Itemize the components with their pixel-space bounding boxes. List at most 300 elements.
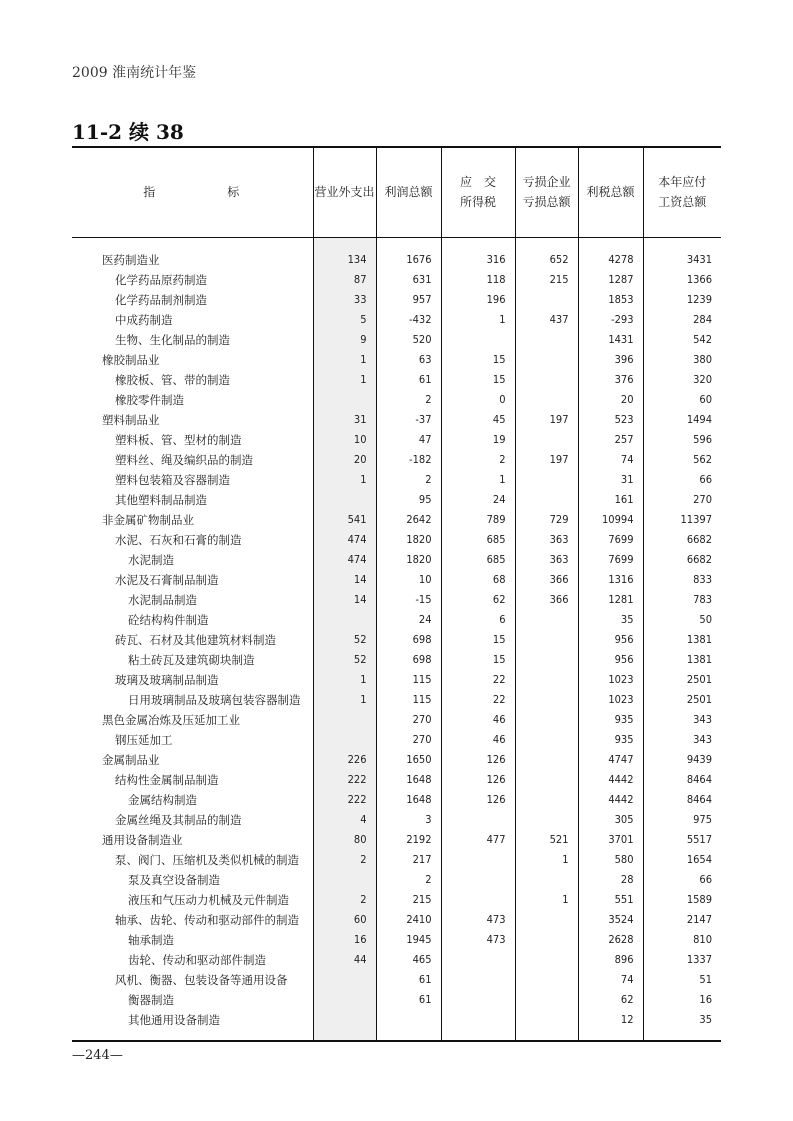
table-cell: 1853 [578, 290, 643, 310]
table-cell: 363 [515, 530, 578, 550]
row-label: 化学药品制剂制造 [115, 292, 207, 307]
col-header-profit-tax-total: 利税总额 [578, 147, 643, 237]
table-cell [376, 1010, 441, 1030]
table-cell: 66 [643, 870, 721, 890]
table-cell: 8464 [643, 790, 721, 810]
table-row [72, 650, 721, 670]
table-cell: 2642 [376, 510, 441, 530]
row-label: 轴承制造 [128, 932, 174, 947]
table-cell: 474 [313, 550, 376, 570]
table-row [72, 550, 721, 570]
table-cell: 833 [643, 570, 721, 590]
table-cell [515, 790, 578, 810]
table-cell: 20 [578, 390, 643, 410]
table-cell: 74 [578, 450, 643, 470]
table-row [72, 770, 721, 790]
table-cell [515, 430, 578, 450]
table-cell: 789 [441, 510, 515, 530]
table-cell: 7699 [578, 550, 643, 570]
table-cell: 975 [643, 810, 721, 830]
table-cell: 810 [643, 930, 721, 950]
table-cell: 11397 [643, 510, 721, 530]
table-cell: 1820 [376, 550, 441, 570]
table-cell [313, 390, 376, 410]
table-cell [515, 950, 578, 970]
table-cell: 3524 [578, 910, 643, 930]
table-cell: 1 [515, 850, 578, 870]
table-cell: -37 [376, 410, 441, 430]
row-label: 中成药制造 [115, 312, 173, 327]
table-cell: 19 [441, 430, 515, 450]
table-cell [515, 670, 578, 690]
table-row [72, 470, 721, 490]
table-cell [515, 730, 578, 750]
table-cell: 9439 [643, 750, 721, 770]
table-cell: 652 [515, 250, 578, 270]
table-cell: 1023 [578, 670, 643, 690]
table-cell: 2 [313, 850, 376, 870]
table-cell [515, 610, 578, 630]
table-cell: 31 [578, 470, 643, 490]
row-label: 泵、阀门、压缩机及类似机械的制造 [115, 852, 299, 867]
table-cell: 15 [441, 650, 515, 670]
table-cell: 1337 [643, 950, 721, 970]
table-cell: 1820 [376, 530, 441, 550]
table-cell: 2 [376, 390, 441, 410]
table-cell [313, 870, 376, 890]
statistics-table [72, 146, 721, 1042]
table-cell: 473 [441, 930, 515, 950]
table-cell: 51 [643, 970, 721, 990]
table-cell [515, 810, 578, 830]
table-cell: 305 [578, 810, 643, 830]
table-cell: 35 [578, 610, 643, 630]
row-label: 钢压延加工 [115, 732, 173, 747]
table-cell: 68 [441, 570, 515, 590]
table-row [72, 990, 721, 1010]
table-cell: -432 [376, 310, 441, 330]
table-cell: 87 [313, 270, 376, 290]
table-cell: 2501 [643, 690, 721, 710]
row-label: 其他塑料制品制造 [115, 492, 207, 507]
table-cell: 1287 [578, 270, 643, 290]
table-row [72, 890, 721, 910]
table-cell: 16 [643, 990, 721, 1010]
table-row [72, 930, 721, 950]
table-row [72, 390, 721, 410]
table-row [72, 590, 721, 610]
table-title: 11-2 续 38 [72, 120, 184, 144]
table-cell: 7699 [578, 530, 643, 550]
table-cell: 15 [441, 630, 515, 650]
table-cell: 698 [376, 630, 441, 650]
table-cell [515, 870, 578, 890]
table-cell: 1654 [643, 850, 721, 870]
table-cell [313, 730, 376, 750]
table-cell [515, 710, 578, 730]
table-cell: 45 [441, 410, 515, 430]
table-cell: 222 [313, 790, 376, 810]
table-cell: 6682 [643, 530, 721, 550]
row-label: 砼结构构件制造 [128, 612, 209, 627]
table-cell: 270 [376, 710, 441, 730]
table-cell: 215 [515, 270, 578, 290]
table-cell: 631 [376, 270, 441, 290]
table-cell: 1494 [643, 410, 721, 430]
row-label: 橡胶制品业 [102, 352, 160, 367]
table-cell [441, 810, 515, 830]
table-cell: 44 [313, 950, 376, 970]
table-cell: 4442 [578, 790, 643, 810]
table-cell: 197 [515, 410, 578, 430]
row-label: 水泥及石膏制品制造 [115, 572, 219, 587]
table-row [72, 250, 721, 270]
table-cell [515, 630, 578, 650]
table-cell: 1023 [578, 690, 643, 710]
table-cell: 1650 [376, 750, 441, 770]
table-cell: 473 [441, 910, 515, 930]
table-cell: 698 [376, 650, 441, 670]
table-cell [515, 990, 578, 1010]
row-label: 齿轮、传动和驱动部件制造 [128, 952, 266, 967]
table-cell: 2 [376, 470, 441, 490]
table-cell: 61 [376, 990, 441, 1010]
table-cell: 541 [313, 510, 376, 530]
table-cell: 10994 [578, 510, 643, 530]
table-cell [313, 990, 376, 1010]
table-cell: 62 [441, 590, 515, 610]
table-cell [441, 950, 515, 970]
table-row [72, 330, 721, 350]
table-cell: 16 [313, 930, 376, 950]
row-label: 液压和气压动力机械及元件制造 [128, 892, 289, 907]
table-row [72, 790, 721, 810]
table-cell: 3701 [578, 830, 643, 850]
row-label: 衡器制造 [128, 992, 174, 1007]
table-cell: 380 [643, 350, 721, 370]
table-cell: -293 [578, 310, 643, 330]
table-cell: 217 [376, 850, 441, 870]
table-cell: 4442 [578, 770, 643, 790]
table-cell: 363 [515, 550, 578, 570]
table-cell: 520 [376, 330, 441, 350]
table-cell [515, 930, 578, 950]
table-cell: 542 [643, 330, 721, 350]
table-cell [515, 750, 578, 770]
table-cell: 729 [515, 510, 578, 530]
table-cell: 956 [578, 650, 643, 670]
table-cell: 1648 [376, 790, 441, 810]
row-label: 水泥、石灰和石膏的制造 [115, 532, 242, 547]
table-cell: 521 [515, 830, 578, 850]
table-cell: 60 [643, 390, 721, 410]
table-cell: 74 [578, 970, 643, 990]
col-header-total-profit: 利润总额 [376, 147, 441, 237]
table-cell: 1381 [643, 630, 721, 650]
table-row [72, 530, 721, 550]
table-row [72, 690, 721, 710]
row-label: 风机、衡器、包装设备等通用设备 [115, 972, 288, 987]
table-row [72, 870, 721, 890]
table-cell: 896 [578, 950, 643, 970]
col-header-loss-total: 亏损企业 亏损总额 [515, 147, 578, 237]
table-cell [515, 290, 578, 310]
table-cell: 957 [376, 290, 441, 310]
table-row [72, 970, 721, 990]
table-cell: 10 [376, 570, 441, 590]
table-row [72, 910, 721, 930]
table-cell: 366 [515, 590, 578, 610]
table-cell: 24 [441, 490, 515, 510]
table-cell: 126 [441, 770, 515, 790]
table-cell: 257 [578, 430, 643, 450]
table-cell: 437 [515, 310, 578, 330]
table-cell: 465 [376, 950, 441, 970]
table-row [72, 750, 721, 770]
row-label: 其他通用设备制造 [128, 1012, 220, 1027]
table-cell: 551 [578, 890, 643, 910]
row-label: 化学药品原药制造 [115, 272, 207, 287]
table-cell: 343 [643, 730, 721, 750]
table-cell: 20 [313, 450, 376, 470]
row-label: 通用设备制造业 [102, 832, 183, 847]
table-cell: 396 [578, 350, 643, 370]
table-cell: 1239 [643, 290, 721, 310]
table-cell [515, 1010, 578, 1030]
table-cell: 4278 [578, 250, 643, 270]
col-header-income-tax: 应 交 所得税 [441, 147, 515, 237]
table-row [72, 370, 721, 390]
table-cell [441, 870, 515, 890]
row-label: 金属制品业 [102, 752, 160, 767]
table-cell: 2 [313, 890, 376, 910]
table-cell [515, 390, 578, 410]
table-row [72, 830, 721, 850]
table-row [72, 410, 721, 430]
table-cell [515, 330, 578, 350]
table-row [72, 810, 721, 830]
table-cell [313, 490, 376, 510]
table-cell: 1 [313, 690, 376, 710]
row-label: 水泥制造 [128, 552, 174, 567]
table-cell [441, 890, 515, 910]
row-label: 泵及真空设备制造 [128, 872, 220, 887]
table-cell: 3431 [643, 250, 721, 270]
row-label: 医药制造业 [102, 252, 160, 267]
table-cell: 115 [376, 690, 441, 710]
table-body [72, 237, 721, 1041]
table-cell: 1 [313, 370, 376, 390]
table-cell: 196 [441, 290, 515, 310]
col-header-indicator: 指 标 [72, 147, 313, 237]
table-cell: 95 [376, 490, 441, 510]
table-cell: -182 [376, 450, 441, 470]
table-cell: 80 [313, 830, 376, 850]
table-cell: 1381 [643, 650, 721, 670]
table-cell: 320 [643, 370, 721, 390]
table-row [72, 630, 721, 650]
table-cell: 4 [313, 810, 376, 830]
table-cell: 62 [578, 990, 643, 1010]
col-header-wages-payable: 本年应付 工资总额 [643, 147, 721, 237]
table-cell: 24 [376, 610, 441, 630]
row-label: 金属结构制造 [128, 792, 197, 807]
table-cell [441, 850, 515, 870]
table-row [72, 290, 721, 310]
table-cell: 4747 [578, 750, 643, 770]
table-cell: 343 [643, 710, 721, 730]
table-cell [515, 910, 578, 930]
table-cell: 2 [376, 870, 441, 890]
table-cell: 66 [643, 470, 721, 490]
table-cell: 580 [578, 850, 643, 870]
table-row [72, 610, 721, 630]
table-cell: 6682 [643, 550, 721, 570]
table-cell: 1366 [643, 270, 721, 290]
row-label: 橡胶板、管、带的制造 [115, 372, 230, 387]
table-cell: 1431 [578, 330, 643, 350]
table-cell: 222 [313, 770, 376, 790]
table-cell [441, 990, 515, 1010]
table-cell: 197 [515, 450, 578, 470]
table-row [72, 850, 721, 870]
table-cell [515, 690, 578, 710]
table-cell: 1 [313, 350, 376, 370]
table-cell: 5 [313, 310, 376, 330]
table-cell: 134 [313, 250, 376, 270]
row-label: 日用玻璃制品及玻璃包装容器制造 [128, 692, 301, 707]
table-cell: 3 [376, 810, 441, 830]
table-cell: 46 [441, 710, 515, 730]
table-cell: 15 [441, 350, 515, 370]
table-cell: 1676 [376, 250, 441, 270]
table-cell: 935 [578, 710, 643, 730]
running-head: 2009 淮南统计年鉴 [72, 65, 197, 81]
table-cell [515, 650, 578, 670]
table-cell: 1281 [578, 590, 643, 610]
table-cell: 1 [441, 470, 515, 490]
table-cell: 1 [313, 470, 376, 490]
table-cell: 61 [376, 370, 441, 390]
table-cell: 35 [643, 1010, 721, 1030]
table-cell: 366 [515, 570, 578, 590]
table-row [72, 710, 721, 730]
table-cell [441, 1010, 515, 1030]
row-label: 结构性金属制品制造 [115, 772, 219, 787]
table-cell: 1945 [376, 930, 441, 950]
table-cell: -15 [376, 590, 441, 610]
table-row [72, 310, 721, 330]
row-label: 塑料板、管、型材的制造 [115, 432, 242, 447]
table-cell: 52 [313, 630, 376, 650]
table-cell [515, 490, 578, 510]
row-label: 水泥制品制造 [128, 592, 197, 607]
table-row [72, 1010, 721, 1030]
table-cell [313, 1010, 376, 1030]
table-cell: 935 [578, 730, 643, 750]
table-row [72, 570, 721, 590]
table-cell: 22 [441, 670, 515, 690]
row-label: 轴承、齿轮、传动和驱动部件的制造 [115, 912, 299, 927]
table-cell: 1648 [376, 770, 441, 790]
table-cell: 1589 [643, 890, 721, 910]
table-cell [313, 610, 376, 630]
table-row [72, 490, 721, 510]
table-cell: 270 [643, 490, 721, 510]
table-cell [313, 710, 376, 730]
row-label: 玻璃及玻璃制品制造 [115, 672, 219, 687]
table-row [72, 350, 721, 370]
table-cell: 596 [643, 430, 721, 450]
table-cell [441, 330, 515, 350]
table-cell: 15 [441, 370, 515, 390]
table-cell: 685 [441, 530, 515, 550]
table-row [72, 950, 721, 970]
table-row [72, 450, 721, 470]
table-cell: 126 [441, 750, 515, 770]
row-label: 塑料丝、绳及编织品的制造 [115, 452, 253, 467]
table-cell: 63 [376, 350, 441, 370]
table-cell: 8464 [643, 770, 721, 790]
table-cell: 2410 [376, 910, 441, 930]
table-cell: 783 [643, 590, 721, 610]
table-cell: 1 [313, 670, 376, 690]
table-cell: 1316 [578, 570, 643, 590]
table-cell: 60 [313, 910, 376, 930]
table-cell: 956 [578, 630, 643, 650]
row-label: 塑料制品业 [102, 412, 160, 427]
table-cell: 562 [643, 450, 721, 470]
table-cell: 2501 [643, 670, 721, 690]
table-cell [515, 770, 578, 790]
row-label: 橡胶零件制造 [115, 392, 184, 407]
table-cell: 215 [376, 890, 441, 910]
row-label: 砖瓦、石材及其他建筑材料制造 [115, 632, 276, 647]
table-cell: 2628 [578, 930, 643, 950]
row-label: 金属丝绳及其制品的制造 [115, 812, 242, 827]
table-cell: 316 [441, 250, 515, 270]
table-cell: 161 [578, 490, 643, 510]
table-cell: 2192 [376, 830, 441, 850]
table-cell: 31 [313, 410, 376, 430]
table-cell: 61 [376, 970, 441, 990]
table-cell: 1 [441, 310, 515, 330]
table-cell: 1 [515, 890, 578, 910]
table-cell: 6 [441, 610, 515, 630]
row-label: 粘土砖瓦及建筑砌块制造 [128, 652, 255, 667]
row-label: 塑料包装箱及容器制造 [115, 472, 230, 487]
table-cell: 47 [376, 430, 441, 450]
table-cell: 685 [441, 550, 515, 570]
table-cell: 118 [441, 270, 515, 290]
table-row [72, 430, 721, 450]
table-cell [515, 350, 578, 370]
table-row [72, 730, 721, 750]
table-cell [441, 970, 515, 990]
table-cell: 5517 [643, 830, 721, 850]
table-cell: 226 [313, 750, 376, 770]
table-cell: 12 [578, 1010, 643, 1030]
table-cell: 10 [313, 430, 376, 450]
table-cell: 376 [578, 370, 643, 390]
table-cell: 9 [313, 330, 376, 350]
table-cell: 14 [313, 590, 376, 610]
table-cell: 115 [376, 670, 441, 690]
table-cell: 0 [441, 390, 515, 410]
table-cell [515, 470, 578, 490]
row-label: 黑色金属冶炼及压延加工业 [102, 712, 240, 727]
table-row [72, 510, 721, 530]
